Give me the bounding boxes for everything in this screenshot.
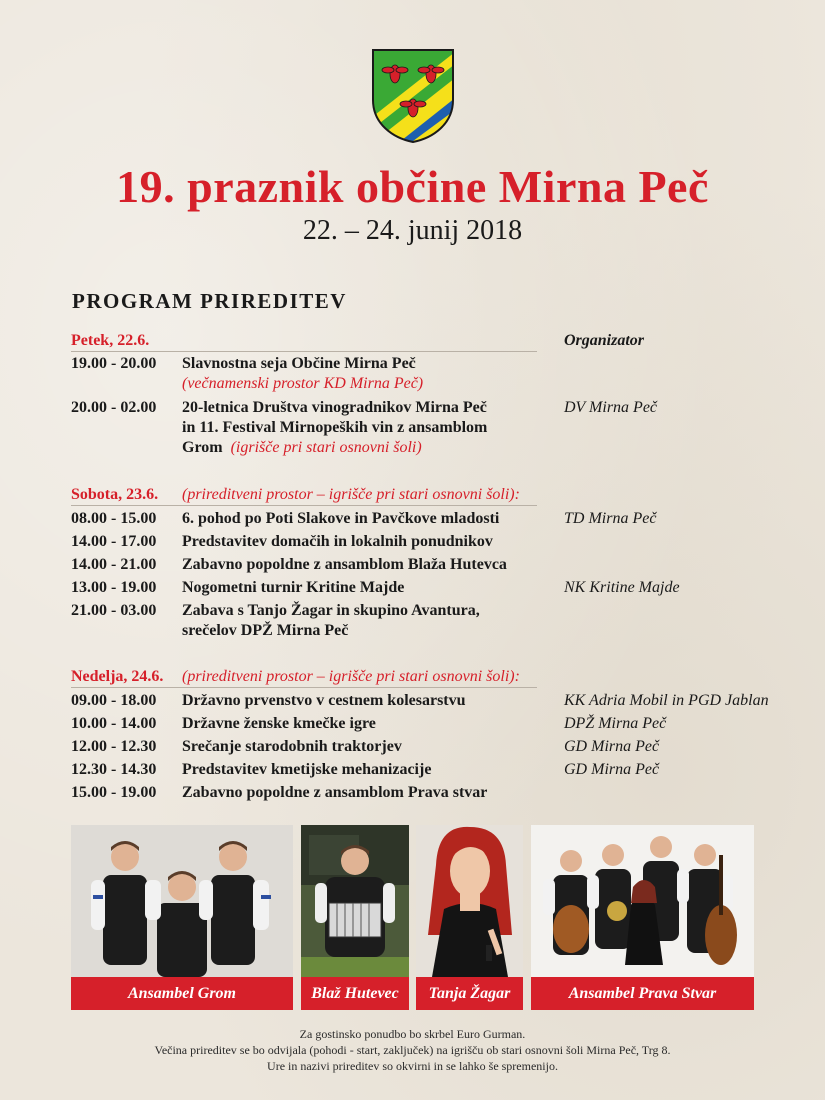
footer-line: Za gostinsko ponudbo bo skrbel Euro Gurman. (299, 1027, 526, 1041)
schedule-row-note (0, 374, 825, 397)
schedule-row (0, 555, 825, 578)
event-title: 6. pohod po Poti Slakove in Pavčkove mladosti (182, 510, 500, 527)
schedule-row (0, 578, 825, 601)
organizer-column-heading: Organizator (564, 332, 645, 349)
event-organizer: GD Mirna Peč (564, 738, 660, 755)
performer-photo-hutevec (301, 825, 409, 1010)
event-time: 10.00 - 14.00 (71, 715, 157, 732)
event-title: srečelov DPŽ Mirna Peč (182, 622, 349, 639)
event-time: 13.00 - 19.00 (71, 579, 157, 596)
event-time: 08.00 - 15.00 (71, 510, 157, 527)
event-title: 20-letnica Društva vinogradnikov Mirna Peč (182, 399, 487, 416)
day-label-friday: Petek, 22.6. (71, 332, 150, 349)
event-organizer: KK Adria Mobil in PGD Jablan (564, 692, 769, 709)
schedule-row (0, 760, 825, 783)
footer-line: Ure in nazivi prireditev so okvirni in se lahko še spremenijo. (267, 1059, 558, 1073)
event-title: Srečanje starodobnih traktorjev (182, 738, 402, 755)
event-organizer: DV Mirna Peč (564, 399, 658, 416)
schedule-row (0, 714, 825, 737)
location-note: (prireditveni prostor – igrišče pri stari osnovni šoli): (182, 486, 520, 503)
divider (71, 505, 537, 506)
event-title: Državne ženske kmečke igre (182, 715, 376, 732)
day-label-saturday: Sobota, 23.6. (71, 486, 159, 503)
schedule-row (0, 783, 825, 806)
event-time: 12.00 - 12.30 (71, 738, 157, 755)
musician-photo-image (301, 825, 409, 977)
schedule-row (0, 509, 825, 532)
photo-caption: Tanja Žagar (416, 977, 523, 1010)
band-photo-image (71, 825, 293, 977)
footer-line: Večina prireditev se bo odvijala (pohodi - start, zaključek) na igrišču ob stari osnovni šoli Mirna Peč, Trg 8. (154, 1043, 671, 1057)
event-title: Zabava s Tanjo Žagar in skupino Avantura, (182, 602, 480, 619)
event-organizer: TD Mirna Peč (564, 510, 657, 527)
event-time: 15.00 - 19.00 (71, 784, 157, 801)
event-title: Zabavno popoldne z ansamblom Prava stvar (182, 784, 488, 801)
event-title: Slavnostna seja Občine Mirna Peč (182, 355, 416, 372)
text: (igrišče pri stari osnovni šoli) (230, 439, 422, 456)
event-time: 20.00 - 02.00 (71, 399, 157, 416)
event-title: (večnamenski prostor KD Mirna Peč) (182, 375, 424, 392)
photo-caption: Ansambel Grom (71, 977, 293, 1010)
singer-photo-image (416, 825, 523, 977)
schedule-row-continued (0, 621, 825, 644)
event-title: Nogometni turnir Kritine Majde (182, 579, 405, 596)
event-time: 19.00 - 20.00 (71, 355, 157, 372)
event-organizer: DPŽ Mirna Peč (564, 715, 667, 732)
performer-photo-grom (71, 825, 293, 1010)
event-title: Državno prvenstvo v cestnem kolesarstvu (182, 692, 466, 709)
schedule-row-continued (0, 438, 825, 461)
schedule-row (0, 691, 825, 714)
event-time: 12.30 - 14.30 (71, 761, 157, 778)
location-note: (prireditveni prostor – igrišče pri stari osnovni šoli): (182, 668, 520, 685)
page-title: 19. praznik občine Mirna Peč (116, 161, 709, 212)
event-organizer: GD Mirna Peč (564, 761, 660, 778)
day-label-sunday: Nedelja, 24.6. (71, 668, 164, 685)
divider (71, 687, 537, 688)
event-title: in 11. Festival Mirnopeških vin z ansamblom (182, 419, 488, 436)
photo-caption: Blaž Hutevec (301, 977, 409, 1010)
band-photo-image (531, 825, 754, 977)
event-time: 21.00 - 03.00 (71, 602, 157, 619)
event-organizer: NK Kritine Majde (564, 579, 680, 596)
text: Grom (182, 439, 223, 456)
event-time: 14.00 - 17.00 (71, 533, 157, 550)
event-title: Predstavitev domačih in lokalnih ponudnikov (182, 533, 493, 550)
event-title: Predstavitev kmetijske mehanizacije (182, 761, 432, 778)
event-time: 09.00 - 18.00 (71, 692, 157, 709)
footer-notes (0, 1026, 825, 1074)
event-title: Zabavno popoldne z ansamblom Blaža Hutevca (182, 556, 507, 573)
performer-photo-prava-stvar (531, 825, 754, 1010)
schedule-row (0, 737, 825, 760)
coat-of-arms-icon (371, 48, 455, 144)
schedule-row (0, 532, 825, 555)
event-dates: 22. – 24. junij 2018 (302, 215, 523, 246)
event-time: 14.00 - 21.00 (71, 556, 157, 573)
divider (71, 351, 537, 352)
photo-caption: Ansambel Prava Stvar (531, 977, 754, 1010)
performer-photo-zagar (416, 825, 523, 1010)
program-heading: PROGRAM PRIREDITEV (72, 289, 347, 313)
